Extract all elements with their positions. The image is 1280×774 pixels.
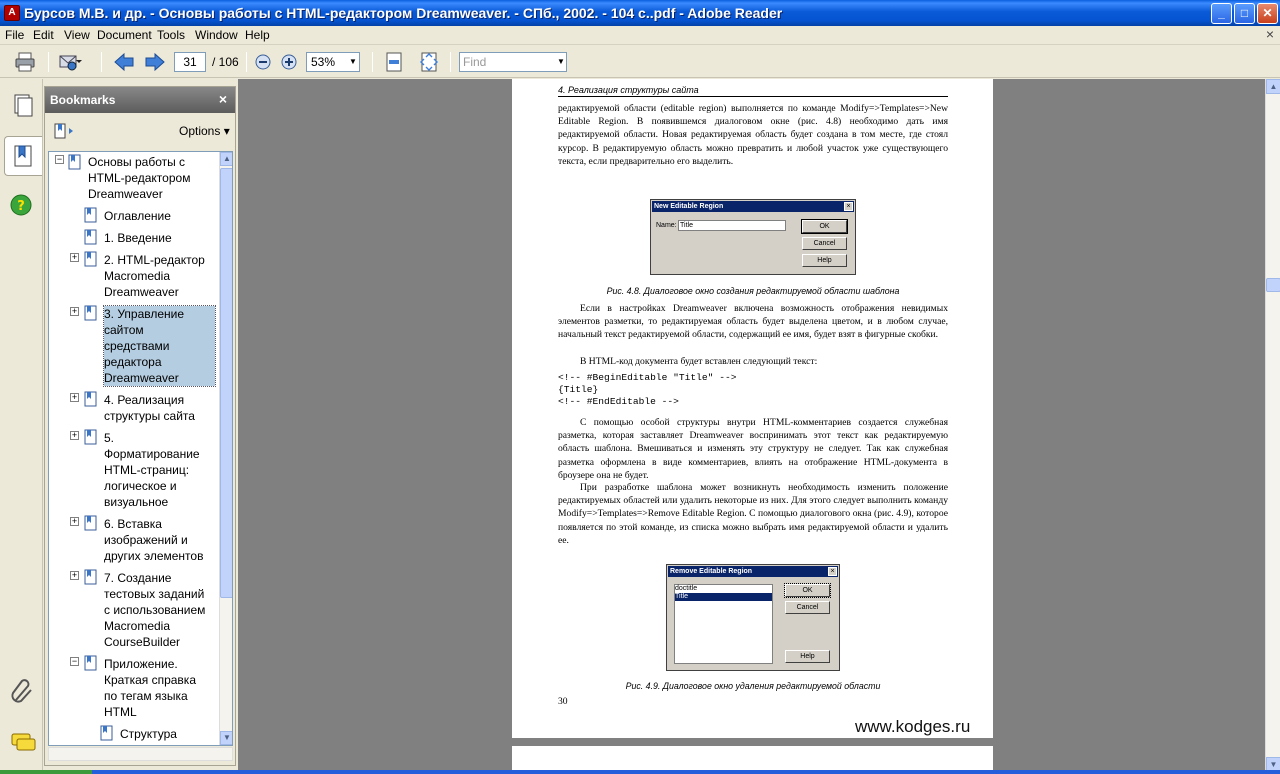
chevron-down-icon[interactable]: ▼ — [349, 57, 357, 66]
bookmark-icon — [84, 305, 98, 321]
chevron-down-icon[interactable]: ▼ — [557, 57, 565, 66]
paragraph: С помощью особой структуры внутри HTML-комментариев создается служебная разметка, которая заставляет Dreamweaver воспринимать этот текст как редактируемую область шаблона. Вмешиваться и изменять эту структуру не следует. Так как служебная разметка оформлена в виде комментариев, влиять на отображение HTML-документа в броузере она не будет. — [558, 417, 948, 481]
code-snippet: <!-- #BeginEditable "Title" --> {Title} <!-- #EndEditable --> — [558, 372, 737, 408]
cancel-button: Cancel — [785, 601, 830, 614]
zoom-level-value: 53% — [311, 55, 336, 69]
remove-editable-region-dialog-figure — [666, 564, 840, 671]
dialog-title: New Editable Region — [652, 201, 854, 212]
comments-tab[interactable] — [4, 722, 42, 762]
paragraph: Если в настройках Dreamweaver включена возможность отображения невидимых элементов разметки, то редактируемая область будет выделена цветом, и в любом случае, начальный текст редактируемой области, содержащий ее имя, будет взят в фигурные скобки. — [558, 303, 948, 341]
bookmark-label: 5. Форматирование HTML-страниц: логическое и визуальное — [104, 431, 200, 509]
bookmark-label: 6. Вставка изображений и других элементов — [104, 517, 204, 563]
print-icon[interactable] — [14, 52, 36, 72]
help-icon — [4, 185, 42, 225]
close-icon: × — [828, 567, 837, 576]
bookmark-item-appendix[interactable] — [49, 654, 217, 722]
close-panel-icon[interactable]: × — [218, 91, 227, 107]
menu-help[interactable]: Help — [245, 28, 270, 42]
help-button: Help — [802, 254, 847, 267]
pages-tab[interactable] — [4, 87, 42, 127]
find-input[interactable] — [459, 52, 567, 72]
scroll-down-icon[interactable]: ▼ — [1266, 757, 1280, 772]
document-view[interactable] — [238, 79, 1265, 772]
name-field: Title — [678, 220, 786, 231]
bookmark-item-chapter-4[interactable] — [49, 390, 217, 426]
paperclip-icon — [4, 672, 42, 712]
bookmark-item-toc[interactable] — [49, 206, 217, 226]
document-close-icon[interactable]: × — [1265, 26, 1274, 42]
bookmark-icon — [84, 251, 98, 267]
bookmark-label: 7. Создание тестовых заданий с использованием Macromedia CourseBuilder — [104, 571, 206, 649]
bookmark-icon — [84, 429, 98, 445]
taskbar — [0, 770, 1280, 774]
toolbar-separator — [450, 52, 451, 72]
scroll-up-icon[interactable]: ▲ — [1266, 79, 1280, 94]
bookmark-icon — [84, 391, 98, 407]
expand-icon[interactable]: + — [71, 252, 78, 262]
bookmarks-title: Bookmarks — [50, 93, 116, 107]
pdf-page — [512, 79, 993, 738]
ok-button: OK — [785, 584, 830, 597]
region-list — [674, 584, 773, 664]
menu-document[interactable]: Document — [97, 28, 152, 42]
scroll-thumb[interactable] — [1266, 278, 1280, 292]
title-bar — [0, 0, 1280, 26]
help-tab[interactable] — [4, 185, 42, 225]
toolbar — [0, 46, 1280, 78]
previous-page-icon[interactable] — [113, 52, 135, 72]
bookmark-item-chapter-6[interactable] — [49, 514, 217, 566]
zoom-in-icon[interactable] — [280, 52, 298, 72]
help-button: Help — [785, 650, 830, 663]
bookmark-icon — [100, 725, 114, 741]
page-total-label: / 106 — [212, 55, 239, 69]
collapse-icon[interactable]: − — [56, 154, 63, 164]
bookmark-item-chapter-7[interactable] — [49, 568, 217, 652]
zoom-level-select[interactable] — [306, 52, 360, 72]
paragraph: При разработке шаблона может возникнуть необходимость изменить положение редактируемых областей или удалить некоторые из них. Для этого следует выполнить команду Modify=>Templates=>Remove Editable Region. С помощью диалогового окна (рис. 4.9), которое появляется по этой команде, из списка можно выбрать имя редактируемой области и удалить ее. — [558, 482, 948, 546]
bookmark-item-structure[interactable] — [49, 724, 217, 744]
new-bookmark-icon[interactable] — [53, 122, 77, 140]
bookmark-tree — [48, 151, 233, 746]
fit-page-icon[interactable] — [418, 52, 440, 72]
bookmark-item-chapter-2[interactable] — [49, 250, 217, 302]
close-icon: × — [844, 202, 853, 211]
running-header: 4. Реализация структуры сайта — [558, 85, 948, 97]
bookmark-icon — [68, 154, 82, 170]
bookmarks-icon — [5, 137, 43, 177]
document-vertical-scrollbar[interactable] — [1265, 79, 1280, 772]
bookmark-item-chapter-3[interactable] — [49, 304, 217, 388]
ok-button: OK — [802, 220, 847, 233]
find-placeholder: Find — [463, 55, 487, 69]
name-label: Name: — [656, 222, 677, 229]
expand-icon[interactable]: + — [71, 430, 78, 440]
next-pdf-page — [512, 746, 993, 772]
expand-icon[interactable]: + — [71, 570, 78, 580]
paragraph: редактируемой области (editable region) выполняется по команде Modify=>Templates=>New Editable Region. В появившемся диалоговом окне (рис. 4.8) необходимо дать имя редактируемой области. Новая редактируемая область будет создана в том месте, где стоял курсор. В редактируемую область можно превратить и любой участок уже существующего текста, если предварительно его выделить. — [558, 103, 948, 167]
bookmark-item-intro[interactable] — [49, 228, 217, 248]
menu-window[interactable]: Window — [195, 28, 238, 42]
bookmark-label: 4. Реализация структуры сайта — [104, 393, 195, 423]
new-editable-region-dialog-figure — [650, 199, 856, 275]
dialog-title: Remove Editable Region — [668, 566, 838, 577]
cancel-button: Cancel — [802, 237, 847, 250]
minimize-button[interactable]: _ — [1211, 3, 1232, 24]
options-menu-button[interactable]: Options ▾ — [179, 124, 230, 138]
next-page-icon[interactable] — [144, 52, 166, 72]
scroll-thumb[interactable] — [220, 168, 233, 598]
zoom-out-icon[interactable] — [254, 52, 272, 72]
bookmarks-horizontal-scrollbar[interactable] — [48, 747, 233, 761]
menu-view[interactable]: View — [64, 28, 90, 42]
list-item-selected: Title — [675, 593, 772, 601]
bookmark-icon — [84, 655, 98, 671]
collapse-icon[interactable]: − — [71, 656, 78, 666]
scroll-up-icon[interactable]: ▲ — [220, 152, 233, 166]
bookmark-item-root[interactable] — [49, 152, 217, 204]
adobe-reader-icon: A — [4, 5, 20, 21]
bookmark-label: 3. Управление сайтом средствами редактора Dreamweaver — [104, 306, 215, 386]
close-button[interactable]: ✕ — [1257, 3, 1278, 24]
bookmark-label: Оглавление — [104, 209, 171, 223]
page-number: 30 — [558, 696, 568, 707]
scroll-down-icon[interactable]: ▼ — [220, 731, 233, 745]
menu-bar — [0, 26, 1280, 45]
attachments-tab[interactable] — [4, 672, 42, 712]
email-attach-icon[interactable] — [58, 52, 86, 72]
bookmarks-header — [45, 87, 235, 113]
bookmarks-tab[interactable] — [4, 136, 42, 176]
bookmarks-panel — [44, 86, 236, 766]
bookmark-label: 2. HTML-редактор Macromedia Dreamweaver — [104, 253, 205, 299]
paragraph: В HTML-код документа будет вставлен следующий текст: — [580, 356, 818, 367]
watermark-text: www.kodges.ru — [855, 717, 971, 736]
navigation-strip — [0, 79, 43, 774]
bookmark-label: Основы работы с HTML-редактором Dreamweaver — [88, 155, 191, 201]
pages-icon — [4, 87, 42, 127]
bookmark-icon — [84, 569, 98, 585]
figure-caption: Рис. 4.8. Диалоговое окно создания редактируемой области шаблона — [606, 286, 900, 296]
svg-text:?: ? — [17, 199, 25, 214]
comments-icon — [4, 722, 42, 762]
maximize-button[interactable]: □ — [1234, 3, 1255, 24]
list-item: doctitle — [675, 585, 698, 592]
bookmark-label: 1. Введение — [104, 231, 172, 245]
window-title: Бурсов М.В. и др. - Основы работы с HTML-редактором Dreamweaver. - СПб., 2002. - 104 с..pdf - Adobe Reader — [24, 5, 783, 21]
start-button[interactable] — [0, 770, 92, 774]
bookmark-icon — [84, 207, 98, 223]
expand-icon[interactable]: + — [71, 516, 78, 526]
bookmark-icon — [84, 515, 98, 531]
bookmark-label: Структура — [120, 727, 177, 741]
menu-edit[interactable]: Edit — [33, 28, 54, 42]
bookmark-icon — [84, 229, 98, 245]
menu-file[interactable]: File — [5, 28, 25, 42]
expand-icon[interactable]: + — [71, 306, 78, 316]
figure-caption: Рис. 4.9. Диалоговое окно удаления редактируемой области — [625, 681, 881, 691]
page-number-input[interactable]: 31 — [174, 52, 206, 72]
bookmark-item-chapter-5[interactable] — [49, 428, 217, 512]
bookmarks-vertical-scrollbar[interactable] — [219, 152, 233, 745]
fit-width-icon[interactable] — [383, 52, 405, 72]
menu-tools[interactable]: Tools — [157, 28, 186, 42]
bookmark-label: Приложение. Краткая справка по тегам языка HTML — [104, 657, 196, 719]
expand-icon[interactable]: + — [71, 392, 78, 402]
bookmarks-options-row — [45, 114, 235, 148]
toolbar-separator — [48, 52, 49, 72]
toolbar-separator — [372, 52, 373, 72]
toolbar-separator — [246, 52, 247, 72]
toolbar-separator — [101, 52, 102, 72]
